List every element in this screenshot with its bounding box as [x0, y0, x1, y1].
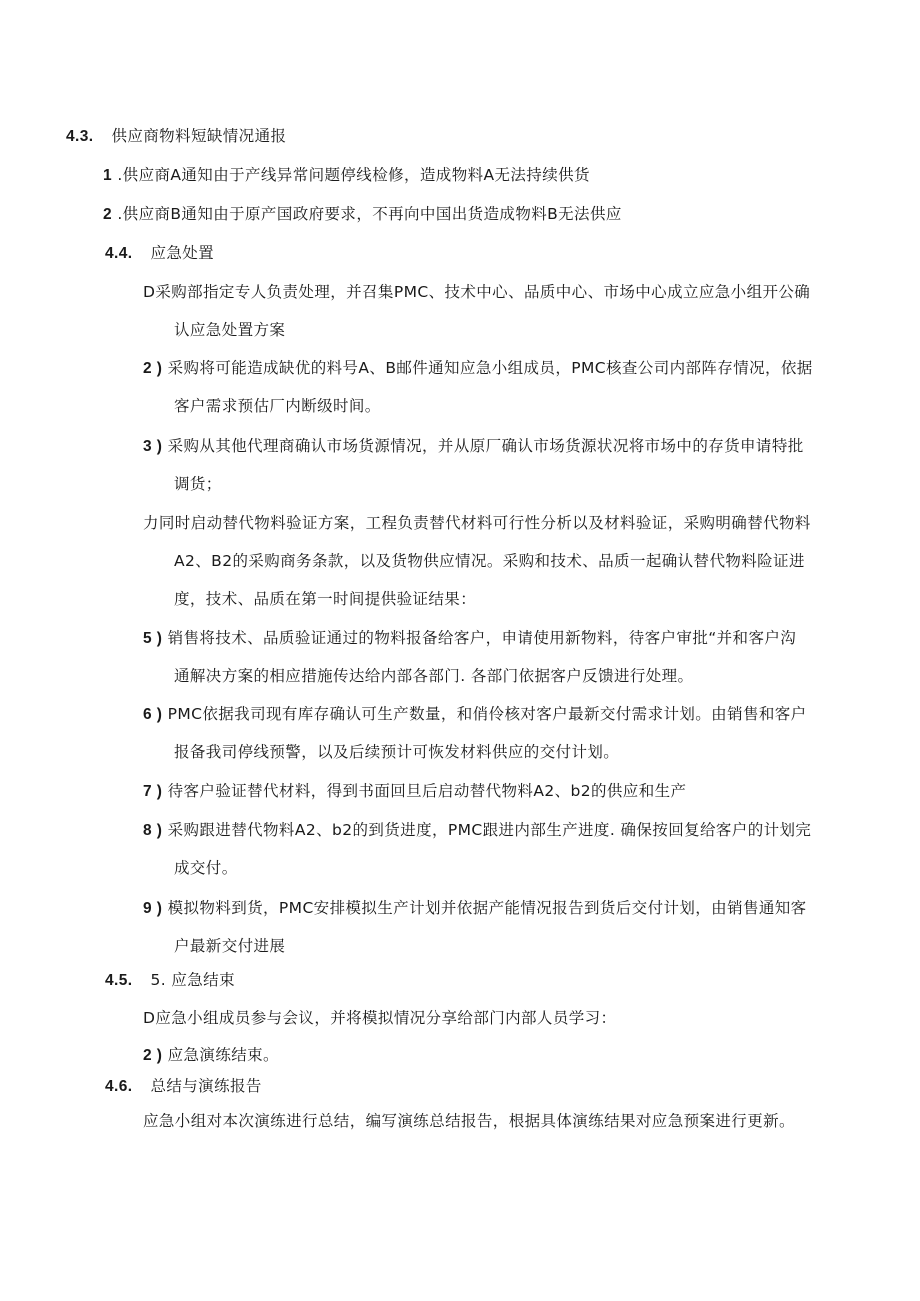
section-number: 4.5. — [105, 972, 133, 989]
paragraph-line — [143, 282, 810, 302]
item-text: 销售将技术、品质验证通过的物料报备给客户，申请使用新物料，待客户审批“并和客户沟 — [162, 629, 797, 647]
section-number: 4.3. — [66, 128, 94, 145]
paragraph-line — [143, 1008, 616, 1028]
section-heading-4-3 — [66, 126, 286, 147]
paragraph-line — [143, 1111, 795, 1131]
section-heading-4-6 — [105, 1076, 262, 1097]
item-marker: 8 ) — [143, 822, 163, 839]
paragraph-line — [174, 551, 805, 571]
item-text: 度，技术、品质在第一时间提供验证结果： — [174, 590, 477, 608]
paragraph-line — [174, 666, 693, 686]
list-item — [143, 898, 807, 919]
item-text: 通解决方案的相应措施传达给内部各部门. 各部门依据客户反馈进行处理。 — [174, 667, 694, 685]
list-item — [143, 704, 807, 725]
list-item — [143, 358, 813, 379]
paragraph-line — [143, 513, 811, 533]
item-marker: 2 ) — [143, 1047, 163, 1064]
section-heading-4-5 — [105, 970, 235, 991]
item-text: 力同时启动替代物料验证方案，工程负责替代材料可行性分析以及材料验证，采购明确替代物料 — [143, 514, 811, 532]
list-item — [143, 1045, 279, 1066]
list-item — [103, 204, 622, 225]
item-text: .供应商B通知由于原产国政府要求，不再向中国出货造成物料B无法供应 — [112, 205, 622, 223]
item-text: 调货； — [174, 475, 222, 493]
item-marker: 3 ) — [143, 438, 163, 455]
paragraph-line — [174, 589, 476, 609]
item-marker: 9 ) — [143, 900, 163, 917]
item-text: A2、B2的采购商务条款，以及货物供应情况。采购和技术、品质一起确认替代物料险证进 — [174, 552, 805, 570]
item-marker: 2 ) — [143, 360, 163, 377]
item-text: 认应急处置方案 — [174, 321, 286, 339]
item-text: 报备我司停线预警，以及后续预计可恢发材料供应的交付计划。 — [174, 743, 620, 761]
item-text: 采购将可能造成缺优的料号A、B邮件通知应急小组成员，PMC核查公司内部阵存情况，依据 — [162, 359, 813, 377]
section-heading-4-4 — [105, 243, 214, 264]
item-text: 户最新交付进展 — [174, 937, 286, 955]
paragraph-line — [174, 858, 238, 878]
paragraph-line — [174, 474, 222, 494]
list-item — [143, 781, 686, 802]
item-text: 应急小组对本次演练进行总结，编写演练总结报告，根据具体演练结果对应急预案进行更新。 — [143, 1112, 795, 1130]
paragraph-line — [174, 936, 285, 956]
section-title: 总结与演练报告 — [150, 1077, 262, 1095]
item-text: 应急演练结束。 — [162, 1046, 279, 1064]
section-title: 供应商物料短缺情况通报 — [111, 127, 287, 145]
paragraph-line — [174, 742, 619, 762]
item-marker: 1 — [103, 167, 113, 184]
item-text: D应急小组成员参与会议，并将模拟情况分享给部门内部人员学习： — [143, 1009, 617, 1027]
item-text: PMC依据我司现有库存确认可生产数量，和俏伶核对客户最新交付需求计划。由销售和客户 — [162, 705, 807, 723]
item-marker: 7 ) — [143, 783, 163, 800]
item-marker: 6 ) — [143, 706, 163, 723]
item-marker: 5 ) — [143, 630, 163, 647]
list-item — [143, 436, 804, 457]
paragraph-line — [174, 396, 381, 416]
item-text: 模拟物料到货，PMC安排模拟生产计划并依据产能情况报告到货后交付计划，由销售通知客 — [162, 899, 807, 917]
item-text: 客户需求预估厂内断级时间。 — [174, 397, 381, 415]
list-item — [103, 165, 590, 186]
section-number: 4.4. — [105, 245, 133, 262]
item-text: .供应商A通知由于产线异常问题停线检修，造成物料A无法持续供货 — [112, 166, 590, 184]
section-title: 5. 应急结束 — [150, 971, 235, 989]
item-text: 成交付。 — [174, 859, 238, 877]
section-number: 4.6. — [105, 1078, 133, 1095]
item-text: 采购跟进替代物料A2、b2的到货进度，PMC跟进内部生产进度. 确保按回复给客户的计划完 — [162, 821, 812, 839]
section-title: 应急处置 — [150, 244, 215, 262]
list-item — [143, 820, 811, 841]
list-item — [143, 628, 796, 649]
paragraph-line — [174, 320, 285, 340]
item-text: 待客户验证替代材料，得到书面回旦后启动替代物料A2、b2的供应和生产 — [162, 782, 687, 800]
item-text: 采购从其他代理商确认市场货源情况，并从原厂确认市场货源状况将市场中的存货申请特批 — [162, 437, 804, 455]
item-text: D采购部指定专人负责处理，并召集PMC、技术中心、品质中心、市场中心成立应急小组开公确 — [143, 283, 811, 301]
item-marker: 2 — [103, 206, 113, 223]
